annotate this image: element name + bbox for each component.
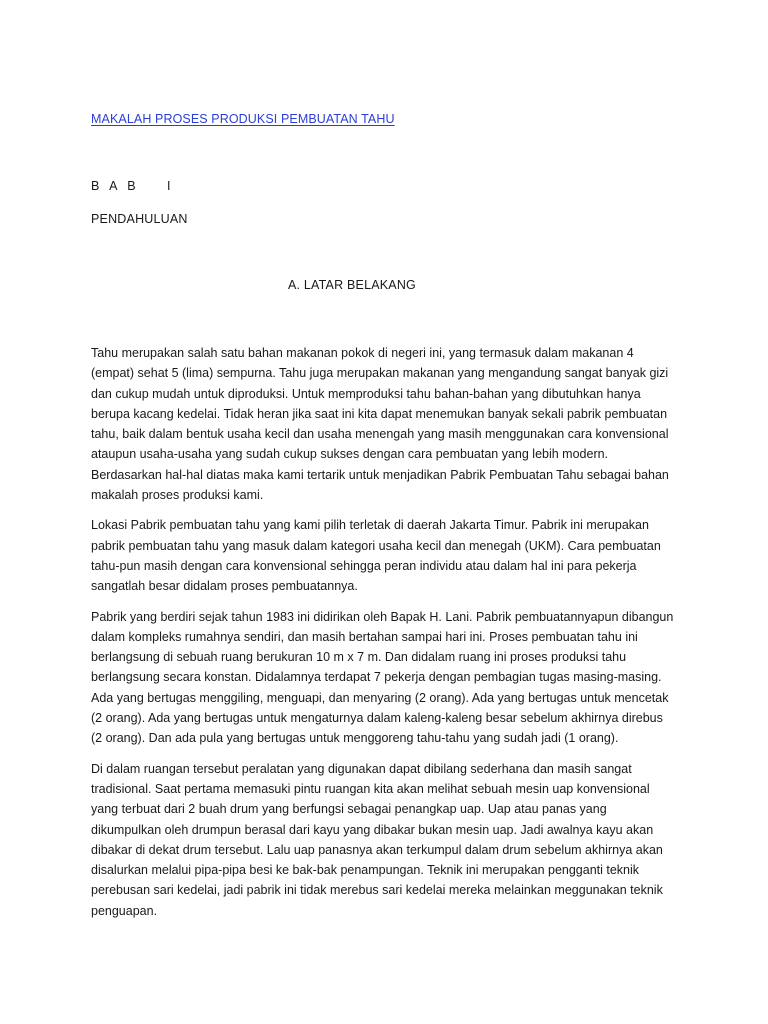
chapter-number: B A B I: [91, 179, 174, 193]
text-line: Tahu merupakan salah satu bahan makanan pokok di negeri ini, yang termasuk dalam makanan 4: [91, 346, 634, 360]
text-line: dikumpulkan oleh drumpun berasal dari kayu yang dibakar bukan mesin uap. Jadi awalnya kayu akan: [91, 822, 654, 837]
paragraph: [91, 515, 691, 596]
text-line: Ada yang bertugas menggiling, menguapi, dan menyaring (2 orang). Ada yang bertugas untuk mencetak: [91, 690, 669, 705]
text-line: Di dalam ruangan tersebut peralatan yang digunakan dapat dibilang sederhana dan masih sangat: [91, 761, 632, 776]
paragraph: [91, 759, 691, 921]
text-line: pabrik pembuatan tahu yang masuk dalam kategori usaha kecil dan menegah (UKM). Cara pembuatan: [91, 538, 661, 553]
text-line: sangatlah besar didalam proses pembuatannya.: [91, 579, 358, 594]
body-text: [91, 343, 691, 931]
text-line: yang terbuat dari 2 buah drum yang berfungsi sebagai penangkap uap. Uap atau panas yang: [91, 802, 607, 817]
text-line: Lokasi Pabrik pembuatan tahu yang kami pilih terletak di daerah Jakarta Timur. Pabrik ini merupakan: [91, 518, 649, 533]
text-line: dan cukup mudah untuk diproduksi. Untuk memproduksi tahu bahan-bahan yang dibutuhkan hanya: [91, 386, 641, 401]
text-line: disalurkan melalui pipa-pipa besi ke bak-bak penampungan. Teknik ini merupakan pengganti teknik: [91, 863, 640, 878]
text-line: tahu-pun masih dengan cara konvensional sehingga peran individu atau dalam hal ini para pekerja: [91, 558, 637, 573]
text-line: Pabrik yang berdiri sejak tahun 1983 ini didirikan oleh Bapak H. Lani. Pabrik pembuatannyapun dibangun: [91, 609, 674, 624]
text-line: tahu, baik dalam bentuk usaha kecil dan usaha menengah yang masih menggunakan cara konvensional: [91, 427, 669, 442]
text-line: berlangsung secara konstan. Didalamnya terdapat 7 pekerja dengan pembagian tugas masing-masing.: [91, 670, 662, 685]
text-line: tradisional. Saat pertama memasuki pintu ruangan kita akan melihat sebuah mesin uap konvensional: [91, 781, 650, 796]
paragraph: [91, 607, 691, 749]
section-heading: A. LATAR BELAKANG: [288, 278, 416, 292]
chapter-title: PENDAHULUAN: [91, 212, 188, 226]
text-line: makalah proses produksi kami.: [91, 488, 264, 503]
text-line: ataupun usaha-usaha yang sudah cukup sukses dengan cara pembuatan yang lebih modern.: [91, 447, 609, 462]
paragraph: [91, 343, 691, 505]
text-line: perebusan sari kedelai, jadi pabrik ini tidak merebus sari kedelai mereka melainkan meggunakan teknik: [91, 883, 663, 898]
text-line: penguapan.: [91, 903, 158, 918]
text-line: dibakar di dekat drum tersebut. Lalu uap panasnya akan terkumpul dalam drum sebelum akhirnya akan: [91, 842, 663, 857]
text-line: dalam kompleks rumahnya sendiri, dan masih bertahan sampai hari ini. Proses pembuatan tahu ini: [91, 629, 638, 644]
text-line: (empat) sehat 5 (lima) sempurna. Tahu juga merupakan makanan yang mengandung sangat banyak gizi: [91, 366, 669, 381]
text-line: berlangsung di sebuah ruang berukuran 10 m x 7 m. Dan didalam ruang ini proses produksi tahu: [91, 650, 627, 665]
text-line: berupa kacang kedelai. Tidak heran jika saat ini kita dapat menemukan banyak sekali pabrik pembuatan: [91, 406, 668, 421]
text-line: (2 orang). Ada yang bertugas untuk mengaturnya dalam kaleng-kaleng besar sebelum akhirnya direbus: [91, 711, 663, 726]
document-title-link[interactable]: MAKALAH PROSES PRODUKSI PEMBUATAN TAHU: [91, 112, 395, 126]
text-line: Berdasarkan hal-hal diatas maka kami tertarik untuk menjadikan Pabrik Pembuatan Tahu sebagai bahan: [91, 467, 669, 482]
text-line: (2 orang). Dan ada pula yang bertugas untuk menggoreng tahu-tahu yang sudah jadi (1 orang).: [91, 731, 619, 746]
